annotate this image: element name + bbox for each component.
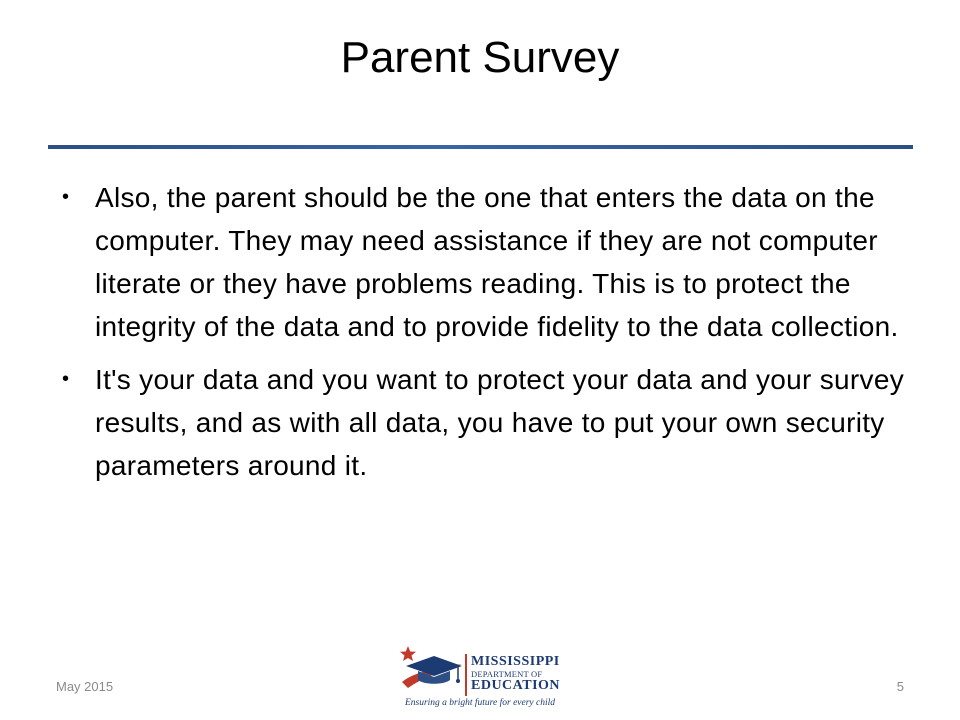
logo-line-education: EDUCATION bbox=[471, 678, 561, 693]
mde-logo bbox=[396, 642, 564, 714]
cap-board-icon bbox=[406, 656, 462, 676]
title-divider bbox=[48, 145, 913, 149]
logo-line-state: MISSISSIPPI bbox=[471, 654, 560, 669]
logo-divider bbox=[465, 654, 467, 696]
bullet-item bbox=[62, 176, 912, 348]
footer-date: May 2015 bbox=[56, 679, 114, 694]
slide-title: Parent Survey bbox=[340, 33, 620, 82]
bullet-list bbox=[62, 176, 912, 497]
logo-wordmark bbox=[471, 655, 560, 693]
logo-tagline: Ensuring a bright future for every child bbox=[404, 698, 556, 708]
bullet-icon: • bbox=[62, 368, 70, 390]
bullet-icon: • bbox=[62, 186, 70, 208]
graduation-cap-icon bbox=[396, 642, 466, 698]
star-icon bbox=[400, 646, 416, 661]
bullet-text: Also, the parent should be the one that enters the data on the computer. They may need assistance if they are not computer literate or they have problems reading. This is to protect the integrity of the data and to provide fidelity to the data collection. bbox=[95, 182, 899, 342]
logo-line-department: DEPARTMENT OF bbox=[471, 669, 543, 679]
bullet-text: It's your data and you want to protect your data and your survey results, and as with all data, you have to put your own security parameters around it. bbox=[95, 364, 904, 481]
bullet-item bbox=[62, 358, 912, 487]
page-number: 5 bbox=[896, 679, 904, 694]
